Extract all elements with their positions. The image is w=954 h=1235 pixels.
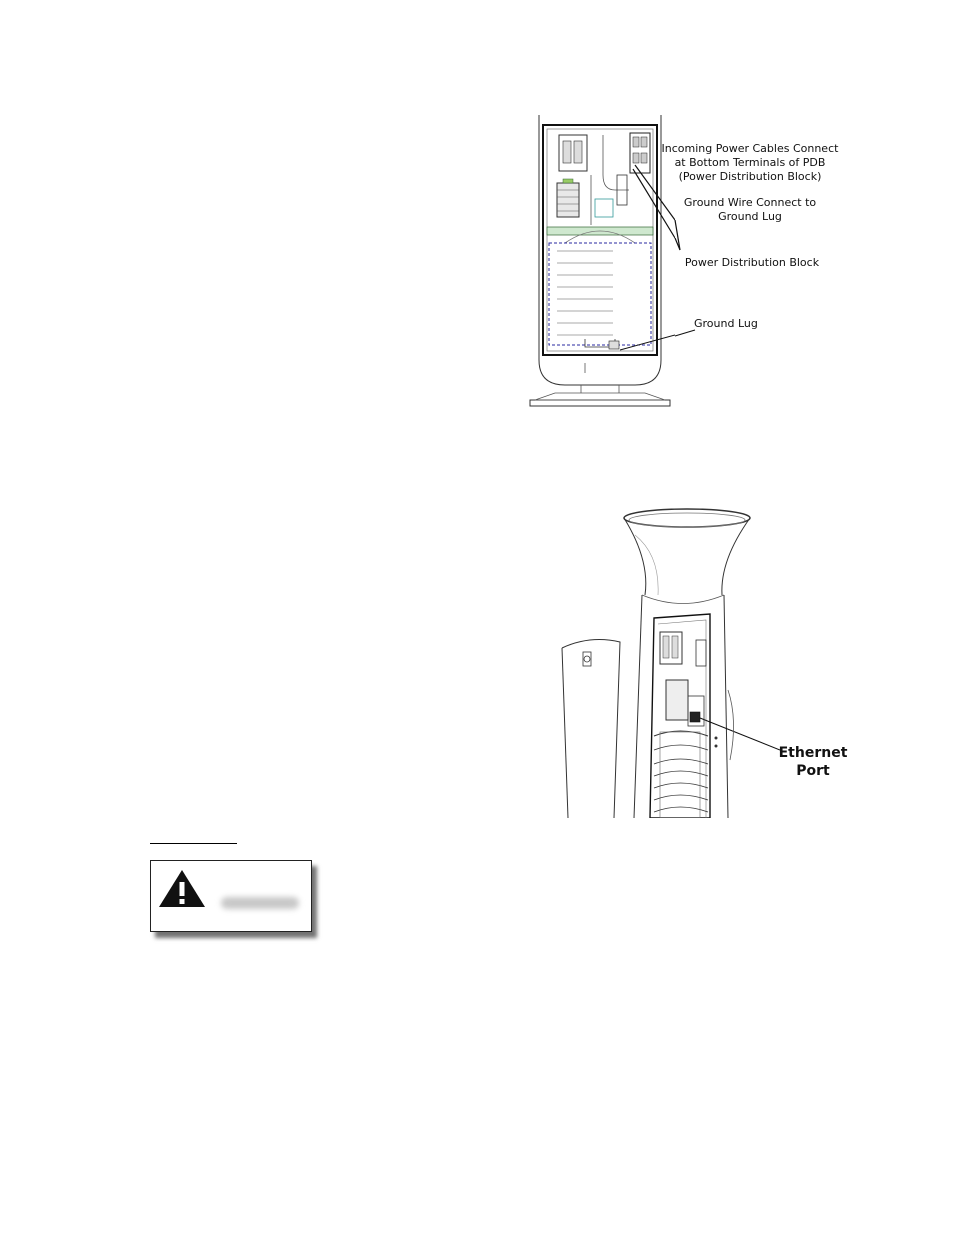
callout-ground-wire-line2: Ground Lug: [718, 210, 782, 223]
callout-incoming-line3: (Power Distribution Block): [678, 170, 822, 183]
callout-incoming-power: [660, 142, 840, 184]
callout-incoming-line2: at Bottom Terminals of PDB: [674, 156, 826, 169]
callout-incoming-line1: Incoming Power Cables Connect: [661, 142, 839, 155]
warning-box: [150, 860, 312, 932]
warning-triangle-icon: [157, 867, 207, 909]
callout-ground-wire-line1: Ground Wire Connect to: [683, 196, 817, 209]
callout-ethernet-line1: Ethernet: [778, 745, 848, 761]
callout-ethernet-port: [778, 744, 848, 780]
callout-power-distribution-block: Power Distribution Block: [684, 256, 820, 269]
callout-ethernet-line2: Port: [796, 763, 830, 779]
callout-ground-wire: [660, 196, 840, 224]
warning-label-blurred: [221, 897, 299, 909]
callout-ground-lug: Ground Lug: [694, 317, 758, 330]
pedestal-front-diagram: [525, 115, 675, 410]
section-rule: [150, 843, 237, 844]
pedestal-perspective-diagram: [550, 500, 780, 818]
